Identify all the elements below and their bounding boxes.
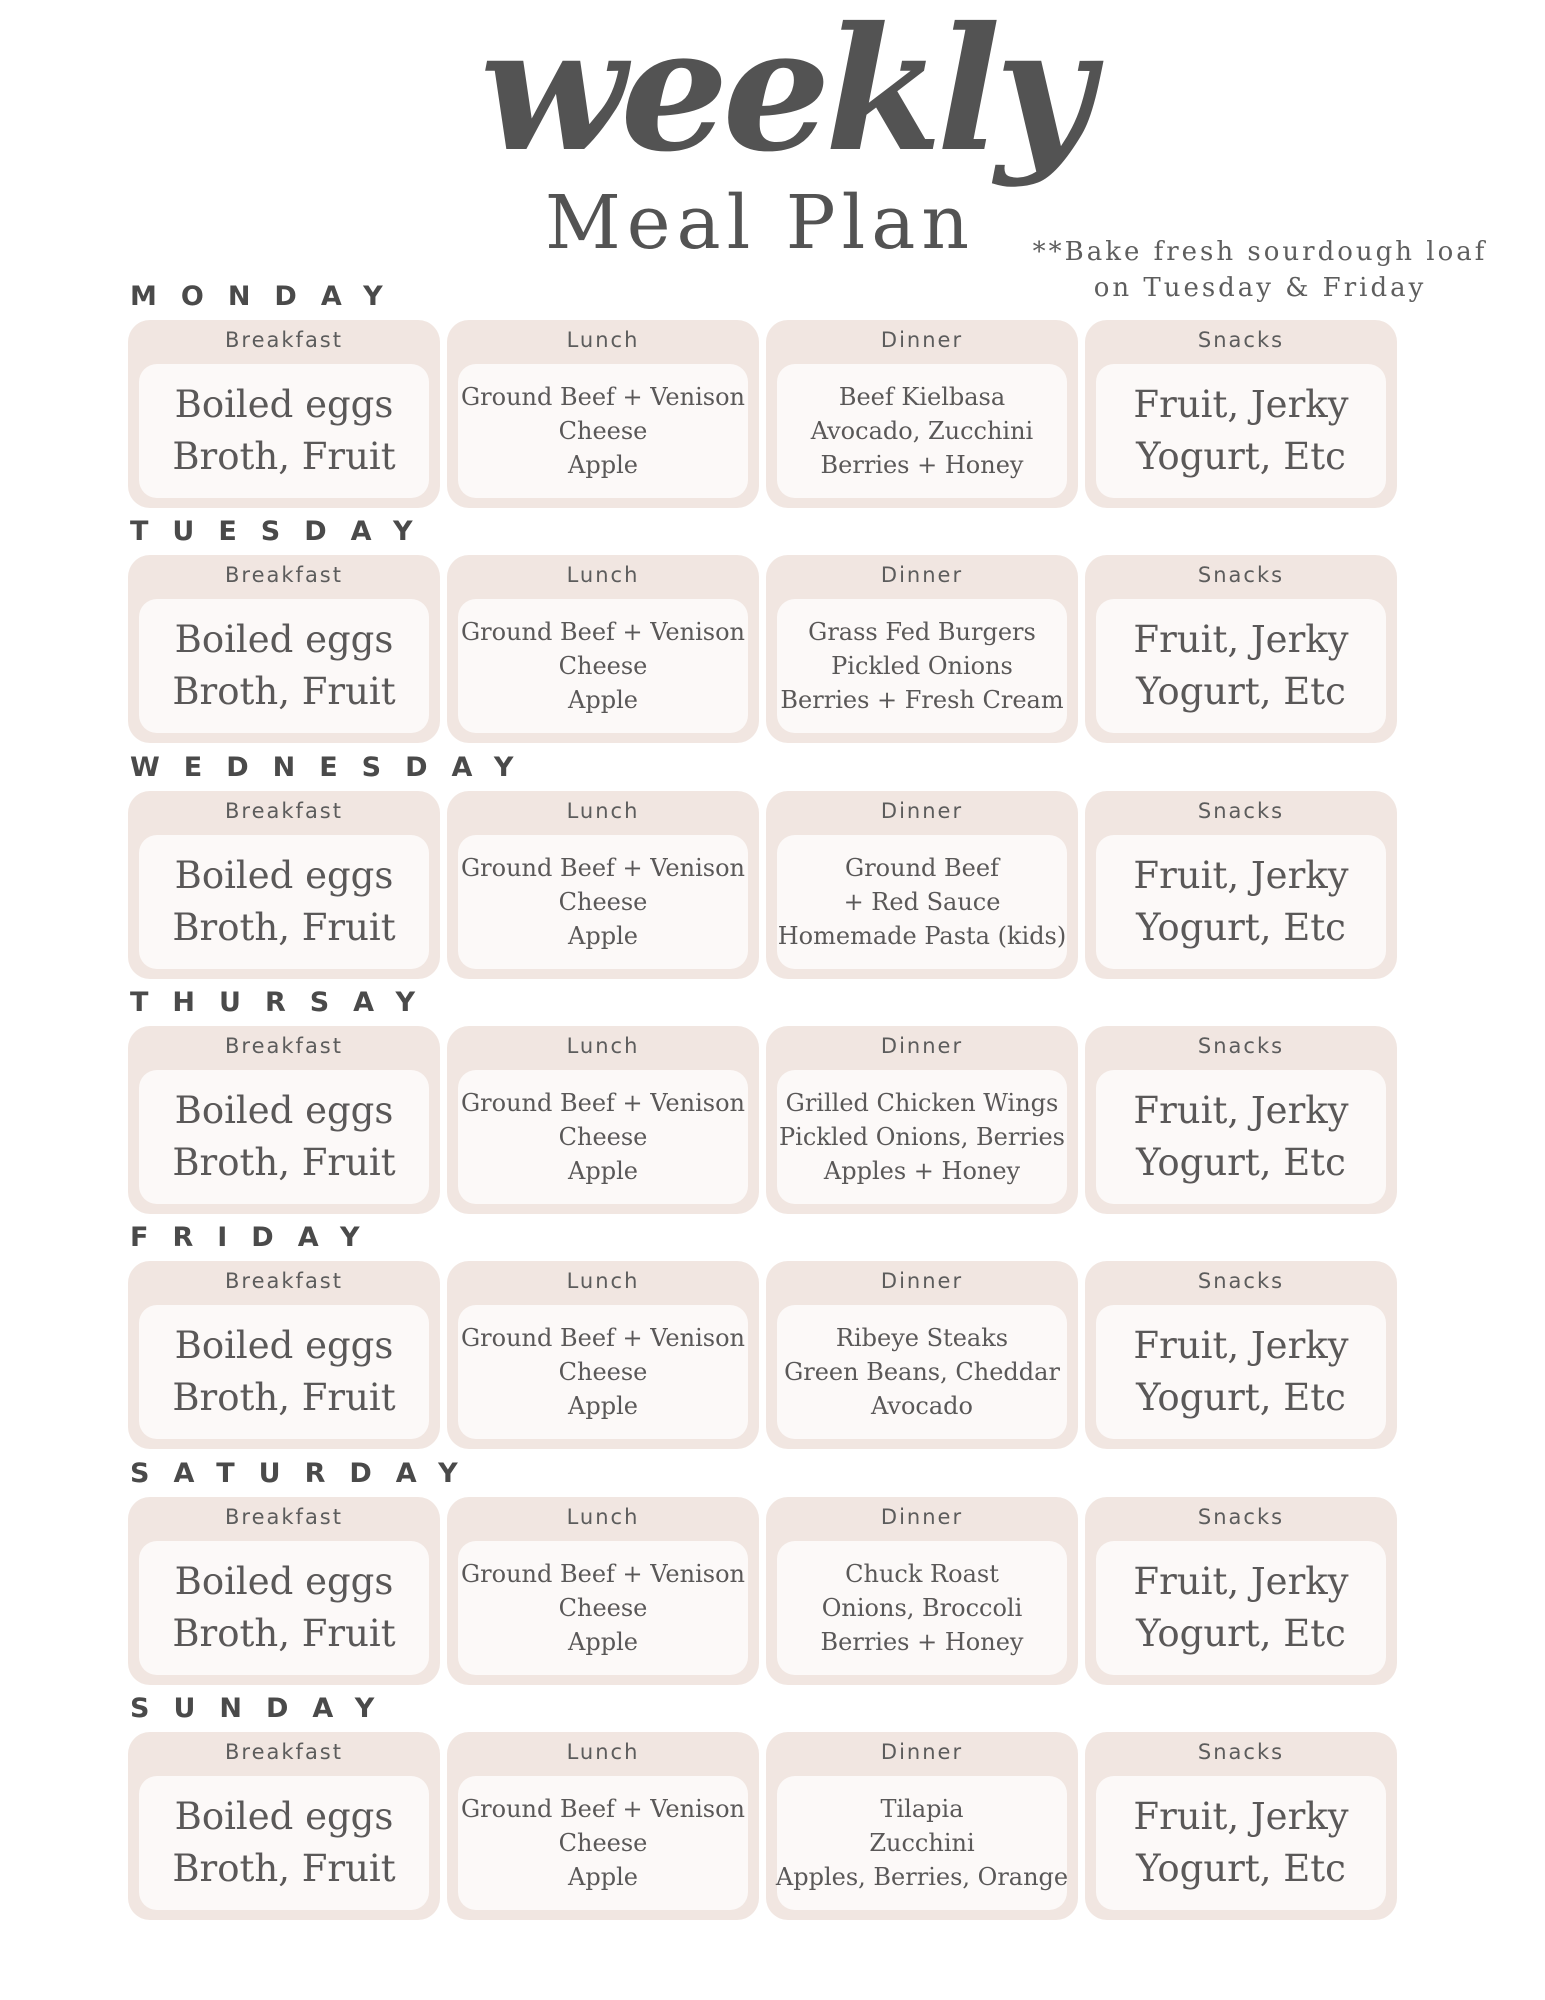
meal-content: [1096, 364, 1386, 498]
meal-card-breakfast: [128, 320, 440, 508]
meal-content: [139, 1305, 429, 1439]
meal-item-line: Onions, Broccoli: [821, 1594, 1023, 1622]
meal-card-lunch: [447, 1497, 759, 1685]
meal-item-line: Broth, Fruit: [172, 1847, 396, 1890]
meal-item-line: Broth, Fruit: [172, 670, 396, 713]
meal-content: [458, 1305, 748, 1439]
meal-card-lunch: [447, 555, 759, 743]
meal-content: [777, 1070, 1067, 1204]
meal-item-line: Apples, Berries, Orange: [775, 1863, 1069, 1891]
meal-card-dinner: [766, 1497, 1078, 1685]
meal-item-line: Boiled eggs: [174, 854, 394, 897]
meal-heading: Breakfast: [225, 1740, 343, 1764]
meal-item-line: Apple: [568, 1863, 638, 1891]
meal-heading: Breakfast: [225, 328, 343, 352]
meal-card-lunch: [447, 1732, 759, 1920]
meal-content: [777, 1541, 1067, 1675]
meal-item-line: Apple: [568, 1157, 638, 1185]
meal-item-line: Broth, Fruit: [172, 1141, 396, 1184]
meal-card-dinner: [766, 1261, 1078, 1449]
meal-heading: Lunch: [566, 1505, 640, 1529]
meal-heading: Dinner: [880, 1740, 964, 1764]
meal-item-line: Broth, Fruit: [172, 1612, 396, 1655]
meal-heading: Lunch: [566, 1269, 640, 1293]
meal-content: [458, 364, 748, 498]
meal-item-line: Ground Beef + Venison: [461, 383, 745, 411]
meal-content: [139, 1070, 429, 1204]
meal-item-line: Boiled eggs: [174, 1560, 394, 1603]
meal-heading: Lunch: [566, 328, 640, 352]
meal-content: [777, 835, 1067, 969]
meal-heading: Lunch: [566, 563, 640, 587]
meal-item-line: Boiled eggs: [174, 383, 394, 426]
meal-item-line: Yogurt, Etc: [1136, 1612, 1346, 1655]
meal-card-dinner: [766, 320, 1078, 508]
meal-item-line: Yogurt, Etc: [1136, 1141, 1346, 1184]
meal-item-line: Yogurt, Etc: [1136, 1376, 1346, 1419]
meal-card-breakfast: [128, 555, 440, 743]
day-label: SUNDAY: [130, 1693, 399, 1724]
meal-item-line: Broth, Fruit: [172, 1376, 396, 1419]
meal-item-line: Apple: [568, 451, 638, 479]
meal-item-line: Yogurt, Etc: [1136, 435, 1346, 478]
meal-card-snacks: [1085, 1732, 1397, 1920]
meal-item-line: Ground Beef + Venison: [461, 854, 745, 882]
meal-heading: Snacks: [1197, 1740, 1285, 1764]
meal-content: [139, 1541, 429, 1675]
meal-item-line: Yogurt, Etc: [1136, 1847, 1346, 1890]
meal-item-line: Homemade Pasta (kids): [777, 922, 1067, 950]
meal-content: [777, 1776, 1067, 1910]
meal-content: [458, 1070, 748, 1204]
meal-content: [1096, 1776, 1386, 1910]
meal-item-line: Boiled eggs: [174, 1795, 394, 1838]
meal-item-line: Fruit, Jerky: [1133, 383, 1349, 426]
day-label: THURSAY: [130, 987, 440, 1018]
meal-item-line: Apple: [568, 686, 638, 714]
meal-card-lunch: [447, 1261, 759, 1449]
meal-item-line: + Red Sauce: [843, 888, 1001, 916]
meal-item-line: Cheese: [558, 1829, 648, 1857]
meal-item-line: Fruit, Jerky: [1133, 1560, 1349, 1603]
meal-item-line: Berries + Fresh Cream: [780, 686, 1064, 714]
meal-heading: Breakfast: [225, 1505, 343, 1529]
meal-heading: Lunch: [566, 799, 640, 823]
meal-content: [139, 599, 429, 733]
day-monday: [128, 280, 1408, 512]
title-weekly: weekly: [480, 0, 1088, 190]
meal-item-line: Tilapia: [880, 1795, 964, 1823]
meal-heading: Breakfast: [225, 1034, 343, 1058]
meal-item-line: Apples + Honey: [823, 1157, 1021, 1185]
day-friday: [128, 1221, 1408, 1453]
meal-content: [139, 1776, 429, 1910]
day-wednesday: [128, 751, 1408, 983]
meal-item-line: Ground Beef + Venison: [461, 1089, 745, 1117]
meal-item-line: Green Beans, Cheddar: [784, 1358, 1060, 1386]
meal-item-line: Beef Kielbasa: [838, 383, 1006, 411]
meal-card-dinner: [766, 1732, 1078, 1920]
day-label: WEDNESDAY: [130, 752, 538, 783]
meal-item-line: Fruit, Jerky: [1133, 854, 1349, 897]
meal-content: [777, 1305, 1067, 1439]
meal-card-breakfast: [128, 1026, 440, 1214]
meal-item-line: Fruit, Jerky: [1133, 1324, 1349, 1367]
meal-card-lunch: [447, 1026, 759, 1214]
meal-card-dinner: [766, 791, 1078, 979]
meal-card-lunch: [447, 791, 759, 979]
meal-item-line: Yogurt, Etc: [1136, 670, 1346, 713]
meal-heading: Snacks: [1197, 799, 1285, 823]
meal-content: [1096, 835, 1386, 969]
meal-card-breakfast: [128, 1497, 440, 1685]
meal-card-snacks: [1085, 320, 1397, 508]
meal-heading: Dinner: [880, 563, 964, 587]
meal-card-breakfast: [128, 1261, 440, 1449]
meal-item-line: Zucchini: [869, 1829, 975, 1857]
meal-item-line: Cheese: [558, 888, 648, 916]
day-saturday: [128, 1457, 1408, 1689]
meal-item-line: Apple: [568, 1628, 638, 1656]
meal-item-line: Apple: [568, 1392, 638, 1420]
day-tuesday: [128, 515, 1408, 747]
meal-item-line: Avocado, Zucchini: [810, 417, 1034, 445]
meal-item-line: Boiled eggs: [174, 1324, 394, 1367]
meal-content: [458, 1541, 748, 1675]
meal-item-line: Pickled Onions: [831, 652, 1013, 680]
day-label: TUESDAY: [130, 516, 437, 547]
meal-heading: Breakfast: [225, 563, 343, 587]
meal-heading: Lunch: [566, 1034, 640, 1058]
meal-card-snacks: [1085, 791, 1397, 979]
meal-card-breakfast: [128, 1732, 440, 1920]
meal-heading: Lunch: [566, 1740, 640, 1764]
meal-item-line: Broth, Fruit: [172, 906, 396, 949]
meal-item-line: Fruit, Jerky: [1133, 1089, 1349, 1132]
meal-item-line: Grass Fed Burgers: [808, 618, 1036, 646]
day-label: SATURDAY: [130, 1458, 482, 1489]
meal-item-line: Berries + Honey: [820, 451, 1024, 479]
meal-card-snacks: [1085, 1261, 1397, 1449]
meal-item-line: Broth, Fruit: [172, 435, 396, 478]
meal-card-dinner: [766, 555, 1078, 743]
meal-item-line: Fruit, Jerky: [1133, 1795, 1349, 1838]
meal-heading: Snacks: [1197, 328, 1285, 352]
meal-item-line: Ground Beef: [845, 854, 999, 882]
meal-card-snacks: [1085, 1497, 1397, 1685]
meal-content: [777, 364, 1067, 498]
meal-heading: Dinner: [880, 328, 964, 352]
meal-item-line: Boiled eggs: [174, 618, 394, 661]
meal-item-line: Yogurt, Etc: [1136, 906, 1346, 949]
note-line-2: on Tuesday & Friday: [1093, 273, 1427, 303]
meal-content: [1096, 1541, 1386, 1675]
title-meal-plan: Meal Plan: [544, 180, 976, 266]
meal-content: [458, 599, 748, 733]
meal-heading: Dinner: [880, 1505, 964, 1529]
meal-heading: Breakfast: [225, 799, 343, 823]
day-label: MONDAY: [130, 281, 407, 312]
meal-item-line: Berries + Honey: [820, 1628, 1024, 1656]
meal-heading: Snacks: [1197, 563, 1285, 587]
meal-card-snacks: [1085, 1026, 1397, 1214]
meal-content: [139, 364, 429, 498]
meal-heading: Dinner: [880, 799, 964, 823]
meal-content: [777, 599, 1067, 733]
meal-heading: Snacks: [1197, 1505, 1285, 1529]
note-line-1: **Bake fresh sourdough loaf: [1032, 237, 1488, 267]
meal-item-line: Ground Beef + Venison: [461, 1560, 745, 1588]
meal-item-line: Ground Beef + Venison: [461, 618, 745, 646]
meal-item-line: Ground Beef + Venison: [461, 1324, 745, 1352]
meal-item-line: Cheese: [558, 417, 648, 445]
meal-content: [1096, 1305, 1386, 1439]
meal-item-line: Apple: [568, 922, 638, 950]
day-thursay: [128, 986, 1408, 1218]
meal-heading: Breakfast: [225, 1269, 343, 1293]
meal-item-line: Chuck Roast: [845, 1560, 999, 1588]
meal-heading: Snacks: [1197, 1034, 1285, 1058]
meal-item-line: Cheese: [558, 1123, 648, 1151]
meal-item-line: Ribeye Steaks: [835, 1324, 1009, 1352]
meal-card-snacks: [1085, 555, 1397, 743]
meal-item-line: Cheese: [558, 1358, 648, 1386]
meal-item-line: Grilled Chicken Wings: [785, 1089, 1059, 1117]
meal-item-line: Pickled Onions, Berries: [779, 1123, 1065, 1151]
meal-card-breakfast: [128, 791, 440, 979]
meal-content: [1096, 1070, 1386, 1204]
meal-content: [458, 1776, 748, 1910]
meal-item-line: Cheese: [558, 652, 648, 680]
meal-item-line: Fruit, Jerky: [1133, 618, 1349, 661]
meal-heading: Dinner: [880, 1269, 964, 1293]
day-label: FRIDAY: [130, 1222, 384, 1253]
meal-item-line: Avocado: [871, 1392, 973, 1420]
meal-item-line: Ground Beef + Venison: [461, 1795, 745, 1823]
meal-card-dinner: [766, 1026, 1078, 1214]
meal-content: [139, 835, 429, 969]
day-sunday: [128, 1692, 1408, 1924]
meal-item-line: Cheese: [558, 1594, 648, 1622]
meal-content: [458, 835, 748, 969]
meal-card-lunch: [447, 320, 759, 508]
meal-item-line: Boiled eggs: [174, 1089, 394, 1132]
meal-heading: Dinner: [880, 1034, 964, 1058]
meal-content: [1096, 599, 1386, 733]
meal-heading: Snacks: [1197, 1269, 1285, 1293]
